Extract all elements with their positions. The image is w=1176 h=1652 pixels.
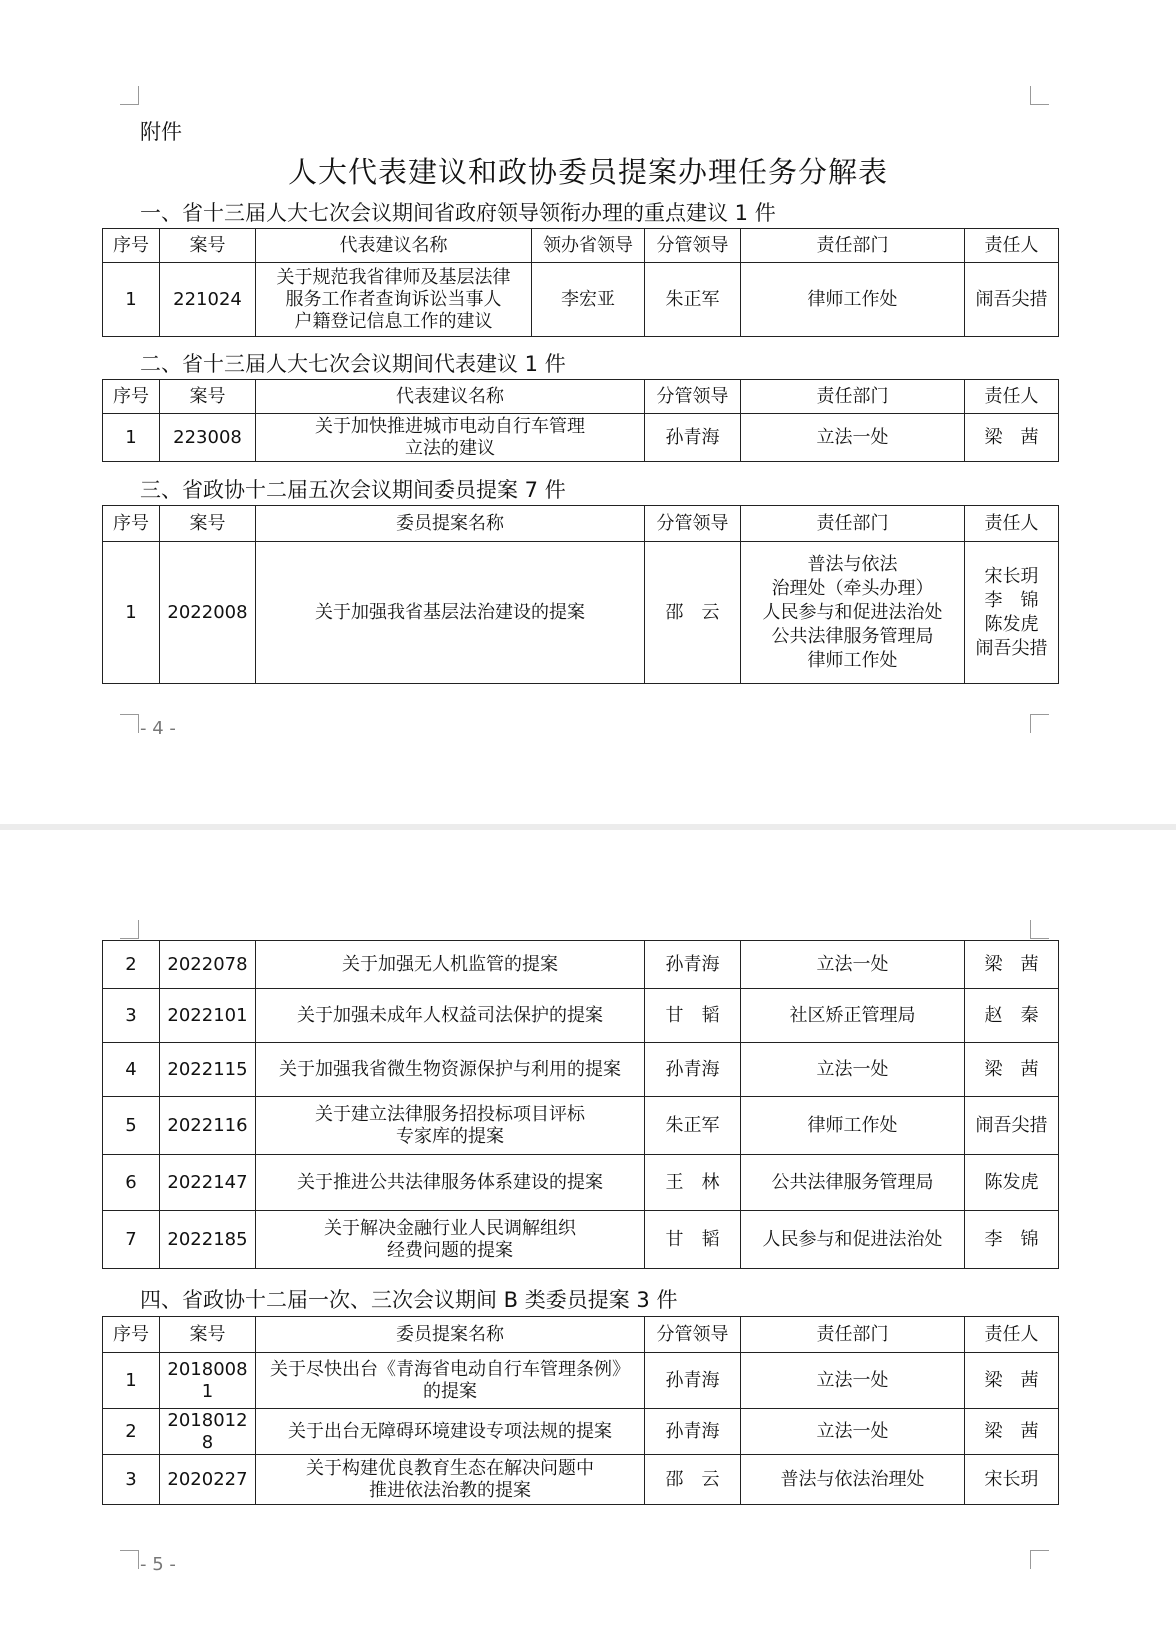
cell-title: 关于加强我省基层法治建设的提案 xyxy=(256,542,645,684)
cell-index: 7 xyxy=(103,1211,160,1269)
column-header: 案号 xyxy=(160,229,256,263)
cell-department: 人民参与和促进法治处 xyxy=(741,1211,965,1269)
crop-mark-bottom-right xyxy=(1030,714,1049,733)
table-row xyxy=(103,1097,1059,1155)
cell-title: 关于加强无人机监管的提案 xyxy=(256,941,645,989)
section-heading-4: 四、省政协十二届一次、三次会议期间 B 类委员提案 3 件 xyxy=(140,1288,678,1312)
cell-responsible-person: 赵 秦 xyxy=(965,989,1059,1043)
crop-mark-bottom-right xyxy=(1030,1550,1049,1569)
cell-responsible-person: 梁 茜 xyxy=(965,1409,1059,1455)
column-header: 责任部门 xyxy=(741,380,965,414)
cell-title: 关于加强未成年人权益司法保护的提案 xyxy=(256,989,645,1043)
document-page-4 xyxy=(0,0,1176,824)
column-header: 责任人 xyxy=(965,1317,1059,1353)
table-row xyxy=(103,1155,1059,1211)
table-row xyxy=(103,1353,1059,1409)
cell-department: 立法一处 xyxy=(741,1409,965,1455)
table-header-row xyxy=(103,229,1059,263)
cell-department: 公共法律服务管理局 xyxy=(741,1155,965,1211)
cell-title: 关于解决金融行业人民调解组织 经费问题的提案 xyxy=(256,1211,645,1269)
cell-department: 立法一处 xyxy=(741,1043,965,1097)
cell-index: 1 xyxy=(103,263,160,337)
column-header: 案号 xyxy=(160,506,256,542)
cell-supervising-leader: 朱正军 xyxy=(645,263,741,337)
cell-supervising-leader: 孙青海 xyxy=(645,1409,741,1455)
crop-mark-top-right xyxy=(1030,86,1049,105)
cell-index: 2 xyxy=(103,941,160,989)
column-header: 委员提案名称 xyxy=(256,506,645,542)
table-row xyxy=(103,941,1059,989)
table-section-1 xyxy=(102,228,1059,337)
cell-supervising-leader: 孙青海 xyxy=(645,1353,741,1409)
column-header: 序号 xyxy=(103,1317,160,1353)
column-header: 分管领导 xyxy=(645,1317,741,1353)
cell-supervising-leader: 孙青海 xyxy=(645,414,741,462)
document-title: 人大代表建议和政协委员提案办理任务分解表 xyxy=(287,155,888,189)
column-header: 分管领导 xyxy=(645,380,741,414)
table-header-row xyxy=(103,380,1059,414)
cell-responsible-person: 梁 茜 xyxy=(965,941,1059,989)
cell-supervising-leader: 王 林 xyxy=(645,1155,741,1211)
table-section-2 xyxy=(102,379,1059,462)
table-header-row xyxy=(103,1317,1059,1353)
column-header: 责任部门 xyxy=(741,506,965,542)
column-header: 分管领导 xyxy=(645,229,741,263)
cell-case-number: 2020227 xyxy=(160,1455,256,1505)
cell-supervising-leader: 邵 云 xyxy=(645,1455,741,1505)
table-row xyxy=(103,1409,1059,1455)
cell-index: 3 xyxy=(103,989,160,1043)
column-header: 代表建议名称 xyxy=(256,229,532,263)
cell-case-number: 2022101 xyxy=(160,989,256,1043)
cell-title: 关于建立法律服务招投标项目评标 专家库的提案 xyxy=(256,1097,645,1155)
table-section-3-continued xyxy=(102,940,1059,1269)
cell-responsible-person: 宋长玥 李 锦 陈发虎 闹吾尖措 xyxy=(965,542,1059,684)
cell-responsible-person: 宋长玥 xyxy=(965,1455,1059,1505)
cell-responsible-person: 闹吾尖措 xyxy=(965,263,1059,337)
column-header: 案号 xyxy=(160,380,256,414)
cell-case-number: 2022008 xyxy=(160,542,256,684)
table-row xyxy=(103,542,1059,684)
cell-title: 关于加强我省微生物资源保护与利用的提案 xyxy=(256,1043,645,1097)
cell-supervising-leader: 甘 韬 xyxy=(645,989,741,1043)
crop-mark-top-left xyxy=(120,86,139,105)
cell-lead-leader: 李宏亚 xyxy=(532,263,645,337)
cell-case-number: 221024 xyxy=(160,263,256,337)
cell-index: 5 xyxy=(103,1097,160,1155)
cell-case-number: 2022116 xyxy=(160,1097,256,1155)
cell-responsible-person: 李 锦 xyxy=(965,1211,1059,1269)
column-header: 序号 xyxy=(103,380,160,414)
table-row xyxy=(103,989,1059,1043)
crop-mark-bottom-left xyxy=(120,1550,139,1569)
column-header: 序号 xyxy=(103,229,160,263)
document-page-5 xyxy=(0,830,1176,1652)
column-header: 责任人 xyxy=(965,506,1059,542)
cell-title: 关于构建优良教育生态在解决问题中 推进依法治教的提案 xyxy=(256,1455,645,1505)
column-header: 案号 xyxy=(160,1317,256,1353)
cell-responsible-person: 闹吾尖措 xyxy=(965,1097,1059,1155)
table-row xyxy=(103,1043,1059,1097)
crop-mark-top-right xyxy=(1030,920,1049,939)
cell-title: 关于推进公共法律服务体系建设的提案 xyxy=(256,1155,645,1211)
cell-supervising-leader: 孙青海 xyxy=(645,941,741,989)
cell-title: 关于加快推进城市电动自行车管理 立法的建议 xyxy=(256,414,645,462)
cell-case-number: 2018012 8 xyxy=(160,1409,256,1455)
cell-case-number: 2022185 xyxy=(160,1211,256,1269)
cell-title: 关于尽快出台《青海省电动自行车管理条例》 的提案 xyxy=(256,1353,645,1409)
cell-case-number: 2018008 1 xyxy=(160,1353,256,1409)
column-header: 责任人 xyxy=(965,380,1059,414)
cell-case-number: 2022147 xyxy=(160,1155,256,1211)
cell-responsible-person: 梁 茜 xyxy=(965,1353,1059,1409)
crop-mark-bottom-left xyxy=(120,714,139,733)
table-header-row xyxy=(103,506,1059,542)
cell-index: 1 xyxy=(103,542,160,684)
cell-department: 普法与依法 治理处（牵头办理） 人民参与和促进法治处 公共法律服务管理局 律师工作处 xyxy=(741,542,965,684)
cell-index: 1 xyxy=(103,414,160,462)
cell-department: 律师工作处 xyxy=(741,1097,965,1155)
column-header: 责任部门 xyxy=(741,1317,965,1353)
crop-mark-top-left xyxy=(120,920,139,939)
column-header: 分管领导 xyxy=(645,506,741,542)
cell-department: 律师工作处 xyxy=(741,263,965,337)
page-number: - 5 - xyxy=(140,1554,176,1575)
attachment-label: 附件 xyxy=(140,120,182,144)
table-row xyxy=(103,414,1059,462)
section-heading-1: 一、省十三届人大七次会议期间省政府领导领衔办理的重点建议 1 件 xyxy=(140,201,776,225)
cell-department: 立法一处 xyxy=(741,1353,965,1409)
cell-supervising-leader: 甘 韬 xyxy=(645,1211,741,1269)
cell-supervising-leader: 朱正军 xyxy=(645,1097,741,1155)
cell-case-number: 2022115 xyxy=(160,1043,256,1097)
cell-department: 社区矫正管理局 xyxy=(741,989,965,1043)
column-header: 领办省领导 xyxy=(532,229,645,263)
column-header: 代表建议名称 xyxy=(256,380,645,414)
table-row xyxy=(103,1211,1059,1269)
cell-case-number: 223008 xyxy=(160,414,256,462)
cell-index: 6 xyxy=(103,1155,160,1211)
column-header: 序号 xyxy=(103,506,160,542)
column-header: 责任部门 xyxy=(741,229,965,263)
cell-title: 关于规范我省律师及基层法律 服务工作者查询诉讼当事人 户籍登记信息工作的建议 xyxy=(256,263,532,337)
cell-index: 2 xyxy=(103,1409,160,1455)
table-row xyxy=(103,263,1059,337)
cell-index: 4 xyxy=(103,1043,160,1097)
cell-department: 普法与依法治理处 xyxy=(741,1455,965,1505)
column-header: 责任人 xyxy=(965,229,1059,263)
section-heading-2: 二、省十三届人大七次会议期间代表建议 1 件 xyxy=(140,352,566,376)
cell-index: 3 xyxy=(103,1455,160,1505)
cell-responsible-person: 梁 茜 xyxy=(965,414,1059,462)
cell-department: 立法一处 xyxy=(741,414,965,462)
cell-case-number: 2022078 xyxy=(160,941,256,989)
table-section-4 xyxy=(102,1316,1059,1505)
cell-index: 1 xyxy=(103,1353,160,1409)
table-section-3 xyxy=(102,505,1059,684)
section-heading-3: 三、省政协十二届五次会议期间委员提案 7 件 xyxy=(140,478,566,502)
page-number: - 4 - xyxy=(140,718,176,739)
cell-supervising-leader: 孙青海 xyxy=(645,1043,741,1097)
cell-title: 关于出台无障碍环境建设专项法规的提案 xyxy=(256,1409,645,1455)
cell-department: 立法一处 xyxy=(741,941,965,989)
cell-supervising-leader: 邵 云 xyxy=(645,542,741,684)
table-row xyxy=(103,1455,1059,1505)
cell-responsible-person: 陈发虎 xyxy=(965,1155,1059,1211)
cell-responsible-person: 梁 茜 xyxy=(965,1043,1059,1097)
column-header: 委员提案名称 xyxy=(256,1317,645,1353)
